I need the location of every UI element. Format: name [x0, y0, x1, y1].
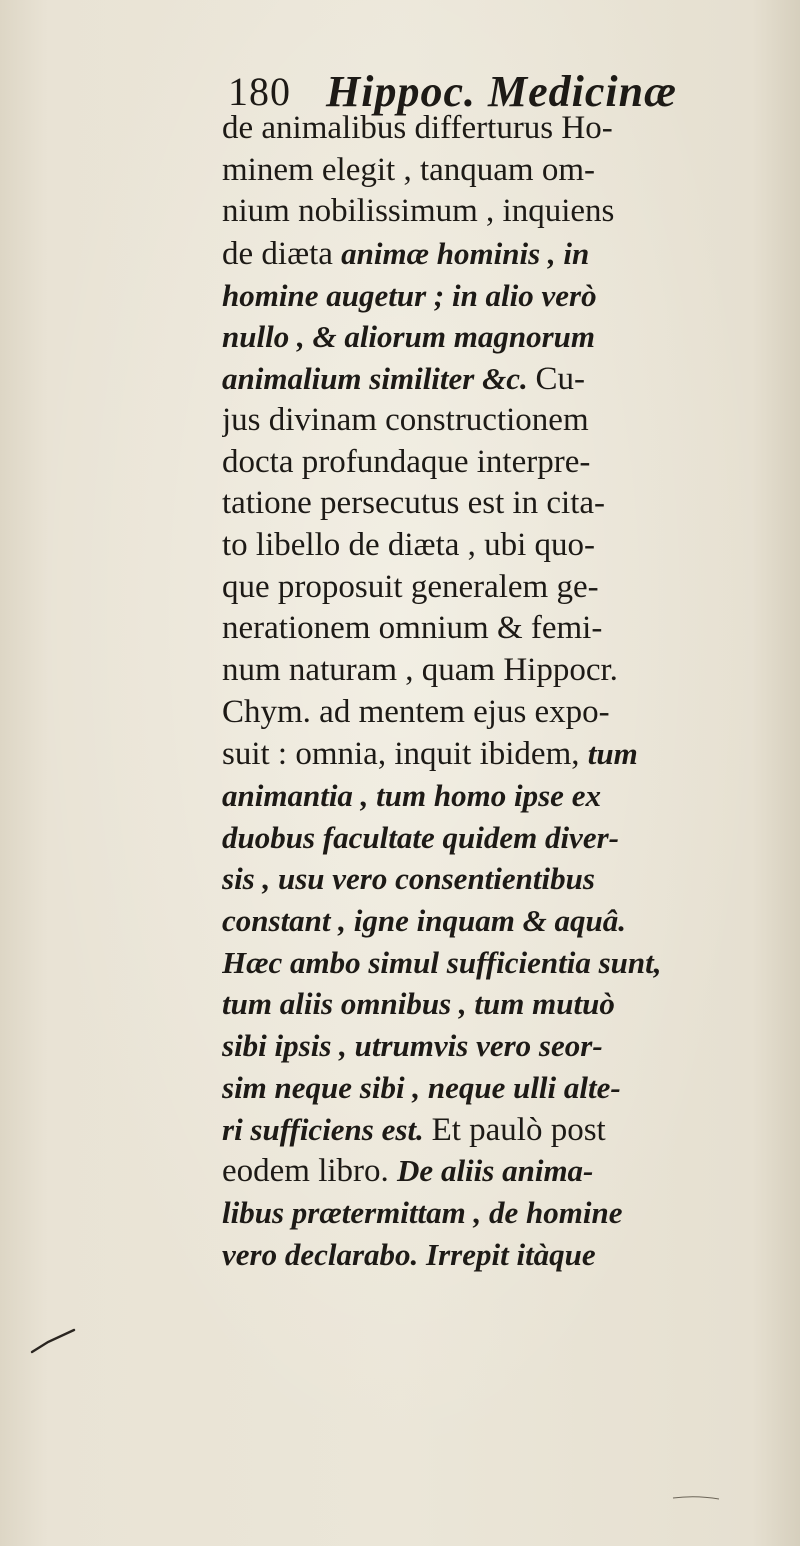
text-line — [222, 942, 792, 984]
text-line — [222, 108, 792, 150]
text-line — [222, 733, 792, 775]
roman-segment: nium nobilissimum , inquiens — [222, 193, 615, 230]
running-title: Hippoc. Medicinæ — [326, 67, 677, 116]
roman-segment: tatione persecutus est in cita- — [222, 485, 606, 522]
text-line — [222, 1025, 792, 1067]
italic-segment: animæ hominis , in — [341, 236, 590, 272]
roman-segment: Et paulò post — [431, 1111, 606, 1148]
text-line — [222, 275, 792, 317]
roman-segment: de animalibus differturus Ho- — [222, 110, 613, 146]
body-text — [222, 108, 792, 1275]
text-line — [222, 316, 792, 358]
roman-segment: docta profundaque interpre- — [222, 443, 591, 480]
italic-segment: sibi ipsis , utrumvis vero seor- — [222, 1028, 603, 1064]
text-line — [222, 775, 792, 817]
italic-segment: constant , igne inquam & aquâ. — [222, 903, 626, 939]
italic-segment: homine augetur ; in alio verò — [222, 277, 597, 313]
roman-segment: Cu- — [535, 361, 585, 398]
text-line — [222, 858, 792, 900]
roman-segment: suit : omnia, inquit ibidem, — [222, 736, 588, 773]
text-line — [222, 233, 792, 275]
text-line — [222, 191, 792, 233]
text-line — [222, 608, 792, 650]
paper-crease-mark — [672, 1494, 720, 1502]
text-line — [222, 358, 792, 400]
text-line — [222, 400, 792, 442]
italic-segment: animantia , tum homo ipse ex — [222, 778, 601, 813]
text-line — [222, 692, 792, 734]
italic-segment: ri sufficiens est. — [222, 1111, 432, 1147]
roman-segment: num naturam , quam Hippocr. — [222, 651, 618, 688]
roman-segment: que proposuit generalem ge- — [222, 568, 599, 605]
text-line — [222, 567, 792, 609]
text-line — [222, 483, 792, 525]
text-line — [222, 900, 792, 942]
roman-segment: eodem libro. — [222, 1153, 398, 1190]
italic-segment: animalium similiter &c. — [222, 361, 536, 397]
italic-segment: libus prætermittam , de homine — [222, 1194, 623, 1230]
italic-segment: duobus facultate quidem diver- — [222, 819, 619, 855]
text-line — [222, 650, 792, 692]
page-number: 180 — [228, 69, 291, 114]
text-line — [222, 1067, 792, 1109]
text-line — [222, 1109, 792, 1151]
italic-segment: tum — [587, 736, 638, 772]
text-line — [222, 442, 792, 484]
text-line — [222, 1192, 792, 1234]
roman-segment: to libello de diæta , ubi quo- — [222, 526, 596, 563]
italic-segment: Hæc ambo simul sufficientia sunt, — [222, 944, 662, 980]
text-line — [222, 150, 792, 192]
margin-pen-stroke — [30, 1328, 76, 1354]
text-line — [222, 817, 792, 859]
text-line — [222, 1234, 792, 1276]
italic-segment: sis , usu vero consentientibus — [222, 861, 595, 897]
roman-segment: de diæta — [222, 236, 342, 273]
italic-segment: nullo , & aliorum magnorum — [222, 319, 595, 355]
text-line — [222, 1150, 792, 1192]
italic-segment: De aliis anima- — [397, 1153, 594, 1189]
roman-segment: jus divinam constructionem — [222, 401, 589, 438]
roman-segment: nerationem omnium & femi- — [222, 610, 603, 647]
italic-segment: tum aliis omnibus , tum mutuò — [222, 986, 615, 1022]
text-line — [222, 525, 792, 567]
roman-segment: minem elegit , tanquam om- — [222, 151, 595, 188]
roman-segment: Chym. ad mentem ejus expo- — [222, 693, 610, 730]
italic-segment: sim neque sibi , neque ulli alte- — [222, 1069, 621, 1105]
text-line — [222, 983, 792, 1025]
italic-segment: vero declarabo. Irrepit itàque — [222, 1236, 596, 1272]
